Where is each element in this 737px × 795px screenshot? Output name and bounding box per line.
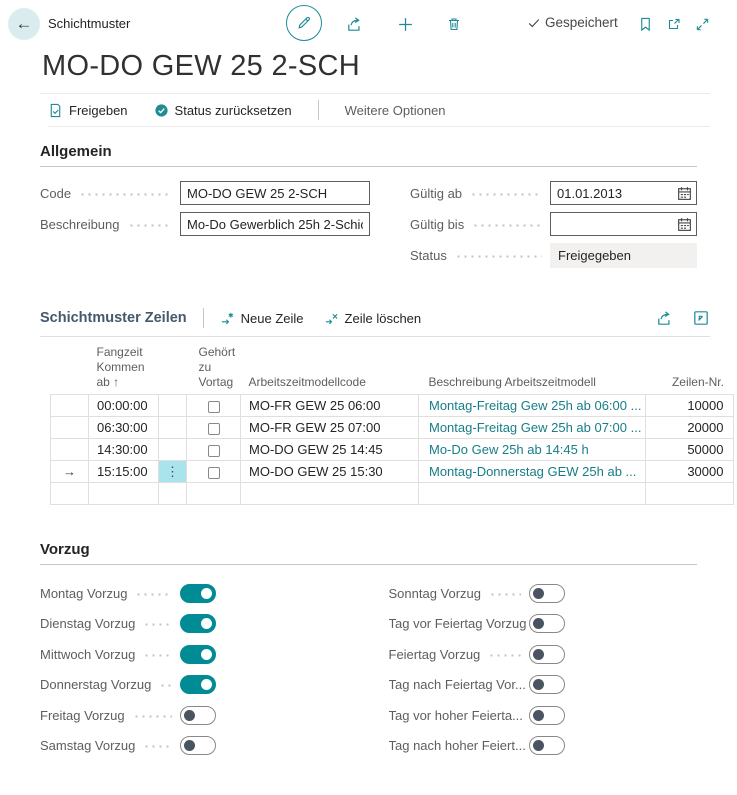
- tag-nach-feiertag-vorzug-toggle[interactable]: [529, 675, 565, 694]
- allgemein-right-column: [410, 181, 697, 274]
- gehoert-cell[interactable]: [187, 395, 241, 417]
- gueltig-ab-label: Gültig ab: [410, 185, 463, 201]
- zeilen-table: [50, 343, 734, 505]
- new-button[interactable]: [391, 10, 419, 38]
- dienstag-vorzug-toggle[interactable]: [180, 614, 216, 633]
- table-row-active[interactable]: [51, 461, 734, 483]
- back-button[interactable]: [8, 8, 40, 40]
- tag-nach-hoher-feiertag-vorzug-toggle[interactable]: [529, 736, 565, 755]
- code-label: Code: [40, 185, 72, 201]
- new-line-icon: [220, 311, 235, 326]
- toggle-row-donnerstag: [40, 675, 349, 695]
- toggle-row-tag-nach-hoher-feiertag: [389, 736, 698, 756]
- allgemein-section: [40, 143, 697, 274]
- vorzug-right-column: [389, 583, 698, 766]
- leader-dots: [489, 593, 520, 596]
- table-row-empty[interactable]: [51, 483, 734, 505]
- sonntag-vorzug-toggle[interactable]: [529, 584, 565, 603]
- fangzeit-cell[interactable]: 06:30:00: [89, 417, 159, 439]
- save-status-label: Gespeichert: [545, 15, 618, 30]
- fangzeit-cell[interactable]: 14:30:00: [89, 439, 159, 461]
- status-reset-icon: [154, 103, 169, 118]
- zeilen-nr-cell[interactable]: 30000: [646, 461, 734, 483]
- top-bar: [0, 0, 737, 48]
- pencil-icon: [296, 15, 312, 31]
- toggle-knob: [201, 649, 212, 660]
- mittwoch-vorzug-toggle[interactable]: [180, 645, 216, 664]
- vorzug-section: [40, 541, 697, 766]
- toggle-label: Samstag Vorzug: [40, 738, 136, 753]
- gehoert-cell[interactable]: [187, 417, 241, 439]
- trash-icon: [446, 16, 462, 32]
- tag-vor-hoher-feiertag-vorzug-toggle[interactable]: [529, 706, 565, 725]
- arbeitszeitmodellcode-cell[interactable]: MO-FR GEW 25 07:00: [241, 417, 419, 439]
- popout-icon: [666, 16, 682, 32]
- zeilen-nr-cell[interactable]: 10000: [646, 395, 734, 417]
- freitag-vorzug-toggle[interactable]: [180, 706, 216, 725]
- part-header-divider: [203, 308, 204, 328]
- check-icon: [527, 16, 541, 30]
- zeilen-heading: Schichtmuster Zeilen: [40, 310, 187, 326]
- leader-dots: [159, 684, 172, 687]
- toggle-row-sonntag: [389, 583, 698, 603]
- gehoert-cell[interactable]: [187, 439, 241, 461]
- fangzeit-cell[interactable]: 15:15:00: [89, 461, 159, 483]
- table-row[interactable]: [51, 439, 734, 461]
- menu-column-header: [159, 343, 187, 395]
- donnerstag-vorzug-toggle[interactable]: [180, 675, 216, 694]
- bookmark-icon: [638, 17, 653, 32]
- toggle-label: Mittwoch Vorzug: [40, 646, 136, 662]
- status-zuruecksetzen-button[interactable]: [154, 103, 292, 118]
- toggle-row-mittwoch: [40, 644, 349, 664]
- expand-button[interactable]: [688, 10, 716, 38]
- toggle-knob: [533, 649, 544, 660]
- toggle-knob: [201, 588, 212, 599]
- leader-dots: [470, 193, 542, 196]
- status-reset-label: Status zurücksetzen: [174, 102, 292, 118]
- leader-dots: [135, 593, 172, 596]
- gueltig-bis-input[interactable]: [550, 212, 697, 236]
- leader-dots: [143, 623, 172, 626]
- release-document-icon: [48, 103, 63, 118]
- gehoert-checkbox[interactable]: [208, 445, 220, 457]
- toggle-knob: [533, 618, 544, 629]
- toggle-row-freitag: [40, 705, 349, 725]
- toggle-label: Sonntag Vorzug: [388, 585, 482, 601]
- beschreibung-link[interactable]: Montag-Freitag Gew 25h ab 07:00 ...: [419, 417, 646, 439]
- arbeitszeitmodellcode-column-header[interactable]: Arbeitszeitmodellcode: [248, 375, 366, 389]
- bookmark-button[interactable]: [631, 10, 659, 38]
- gehoert-checkbox[interactable]: [208, 423, 220, 435]
- arbeitszeitmodellcode-cell[interactable]: MO-DO GEW 25 14:45: [241, 439, 419, 461]
- leader-dots: [133, 715, 172, 718]
- beschreibung-link[interactable]: Montag-Freitag Gew 25h ab 06:00 ...: [419, 395, 646, 417]
- toggle-knob: [201, 618, 212, 629]
- arbeitszeitmodellcode-cell[interactable]: MO-DO GEW 25 15:30: [241, 461, 419, 483]
- allgemein-heading: Allgemein: [40, 143, 697, 167]
- toggle-label: Tag vor hoher Feierta...: [388, 707, 523, 723]
- row-selector-cell[interactable]: [51, 483, 89, 505]
- freigeben-button[interactable]: [48, 103, 128, 118]
- row-selector-cell[interactable]: [51, 439, 89, 461]
- leader-dots: [143, 745, 172, 748]
- leader-dots: [128, 224, 173, 227]
- toggle-row-feiertag: [389, 644, 698, 664]
- toggle-label: Feiertag Vorzug: [388, 646, 481, 662]
- share-button[interactable]: [341, 10, 369, 38]
- toggle-label: Freitag Vorzug: [40, 707, 125, 723]
- zeilen-nr-cell[interactable]: 20000: [646, 417, 734, 439]
- toggle-knob: [184, 740, 195, 751]
- toggle-label: Tag nach hoher Feiert...: [388, 738, 526, 753]
- tag-vor-feiertag-vorzug-toggle[interactable]: [529, 614, 565, 633]
- toggle-row-samstag: [40, 736, 349, 756]
- save-status: [527, 15, 618, 30]
- toggle-knob: [533, 588, 544, 599]
- status-label: Status: [410, 247, 447, 263]
- row-selector-cell[interactable]: [51, 395, 89, 417]
- status-value: Freigegeben: [550, 243, 697, 268]
- gueltig-ab-input[interactable]: [550, 181, 697, 205]
- page-caption: Schichtmuster: [48, 16, 131, 31]
- freigeben-label: Freigeben: [69, 102, 128, 118]
- zeile-loeschen-label: Zeile löschen: [344, 310, 422, 326]
- row-menu-cell[interactable]: [159, 395, 187, 417]
- table-row[interactable]: [51, 395, 734, 417]
- row-menu-cell[interactable]: [159, 417, 187, 439]
- toggle-knob: [533, 679, 544, 690]
- delete-line-icon: [324, 311, 339, 326]
- zeilen-nr-cell[interactable]: 50000: [646, 439, 734, 461]
- weitere-optionen-button[interactable]: Weitere Optionen: [344, 102, 446, 118]
- toggle-row-tag-vor-hoher-feiertag: [389, 705, 698, 725]
- calendar-icon[interactable]: [676, 216, 693, 233]
- montag-vorzug-toggle[interactable]: [180, 584, 216, 603]
- vorzug-left-column: [40, 583, 349, 766]
- neue-zeile-label: Neue Zeile: [240, 310, 304, 326]
- zeilen-nr-column-header[interactable]: Zeilen-Nr.: [671, 375, 724, 389]
- share-icon[interactable]: [656, 309, 674, 327]
- code-field-row: [40, 181, 370, 205]
- beschreibung-link[interactable]: Mo-Do Gew 25h ab 14:45 h: [419, 439, 646, 461]
- plus-icon: [397, 16, 414, 33]
- vorzug-heading: Vorzug: [40, 541, 697, 565]
- toggle-row-tag-nach-feiertag: [389, 675, 698, 695]
- calendar-icon[interactable]: [676, 185, 693, 202]
- row-menu-button[interactable]: [159, 461, 187, 483]
- toggle-row-tag-vor-feiertag: [389, 614, 698, 634]
- beschreibung-label: Beschreibung: [40, 216, 120, 232]
- allgemein-left-column: [40, 181, 370, 274]
- expand-icon: [695, 17, 710, 32]
- zeile-loeschen-button[interactable]: [324, 311, 422, 326]
- beschreibung-link[interactable]: Montag-Donnerstag GEW 25h ab ...: [419, 461, 646, 483]
- neue-zeile-button[interactable]: [220, 311, 304, 326]
- open-in-excel-icon[interactable]: [692, 309, 710, 327]
- feiertag-vorzug-toggle[interactable]: [529, 645, 565, 664]
- beschreibung-field-row: [40, 212, 370, 236]
- table-header-row: [51, 343, 734, 395]
- gehoert-checkbox[interactable]: [208, 401, 220, 413]
- back-arrow-icon: ←: [15, 14, 33, 33]
- zeilen-part-header: [40, 308, 710, 337]
- gueltig-ab-field-row: [410, 181, 697, 205]
- toggle-row-montag: [40, 583, 349, 603]
- gehoert-checkbox[interactable]: [208, 467, 220, 479]
- samstag-vorzug-toggle[interactable]: [180, 736, 216, 755]
- code-input[interactable]: [180, 181, 370, 205]
- gehoert-column-header[interactable]: Gehört zu Vortag: [198, 345, 236, 389]
- command-bar-divider: [318, 100, 319, 120]
- toggle-knob: [533, 710, 544, 721]
- toggle-label: Donnerstag Vorzug: [40, 677, 152, 692]
- leader-dots: [472, 224, 542, 227]
- edit-button[interactable]: [286, 5, 322, 41]
- toggle-knob: [533, 740, 544, 751]
- toggle-knob: [184, 710, 195, 721]
- row-menu-cell[interactable]: [159, 439, 187, 461]
- toggle-row-dienstag: [40, 614, 349, 634]
- gueltig-bis-field-row: [410, 212, 697, 236]
- arbeitszeitmodellcode-cell[interactable]: MO-FR GEW 25 06:00: [241, 395, 419, 417]
- fangzeit-column-header[interactable]: Fangzeit Kommen ab ↑: [96, 345, 145, 389]
- beschreibung-input[interactable]: [180, 212, 370, 236]
- leader-dots: [488, 654, 520, 657]
- open-in-new-window-button[interactable]: [660, 10, 688, 38]
- selector-column-header: [51, 343, 89, 395]
- toggle-label: Montag Vorzug: [40, 585, 128, 601]
- page-title: MO-DO GEW 25 2-SCH: [42, 50, 360, 82]
- share-icon: [346, 15, 364, 33]
- gueltig-bis-label: Gültig bis: [410, 216, 465, 232]
- table-row[interactable]: [51, 417, 734, 439]
- delete-button[interactable]: [440, 10, 468, 38]
- status-field-row: [410, 243, 697, 267]
- leader-dots: [455, 255, 542, 258]
- row-arrow-icon: →: [63, 464, 76, 479]
- row-selector-cell[interactable]: [51, 417, 89, 439]
- leader-dots: [143, 654, 172, 657]
- gehoert-cell[interactable]: [187, 461, 241, 483]
- fangzeit-cell[interactable]: 00:00:00: [89, 395, 159, 417]
- toggle-label: Tag vor Feiertag Vorzug: [388, 616, 527, 631]
- beschreibung-column-header[interactable]: Beschreibung Arbeitszeitmodell: [428, 375, 596, 389]
- toggle-label: Tag nach Feiertag Vor...: [388, 677, 526, 692]
- leader-dots: [79, 193, 172, 196]
- ellipsis-icon: ⋮: [166, 464, 179, 479]
- active-row-arrow: [51, 461, 89, 483]
- toggle-knob: [201, 679, 212, 690]
- toggle-label: Dienstag Vorzug: [40, 616, 136, 631]
- command-bar: [48, 94, 710, 127]
